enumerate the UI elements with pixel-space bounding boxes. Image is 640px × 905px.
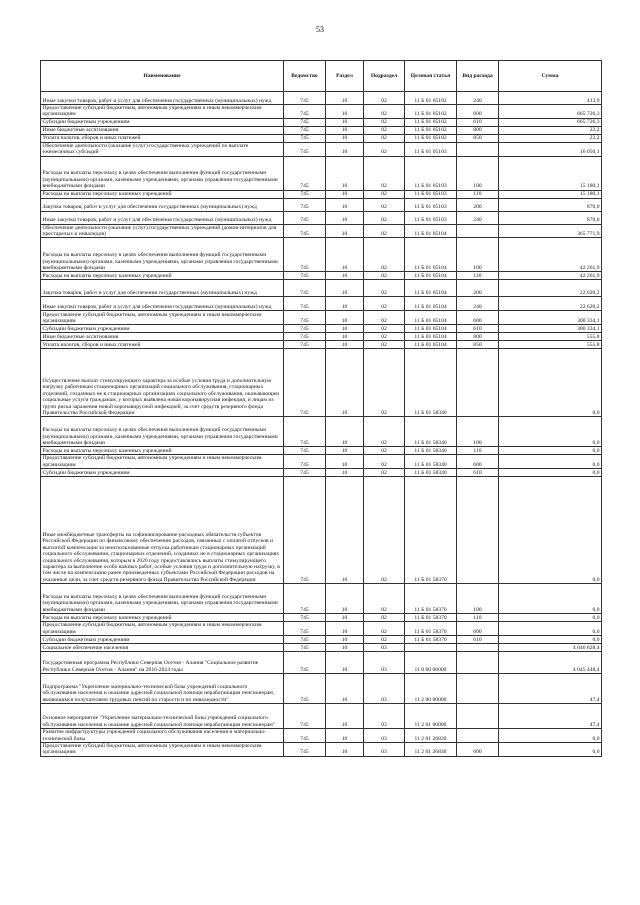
cell-podr: 02	[364, 417, 405, 447]
cell-razd: 10	[326, 325, 364, 333]
cell-podr: 02	[364, 447, 405, 455]
cell-vr: 100	[457, 584, 499, 614]
cell-razd: 10	[326, 652, 364, 674]
cell-cs: 11 Б 01 58370	[405, 636, 457, 644]
cell-name: Предоставление субсидий бюджетным, автономным учреждениям и иным некоммерческим организациям	[41, 105, 284, 119]
cell-cs: 11 Б 01 58340	[405, 469, 457, 477]
table-row	[41, 118, 602, 126]
cell-name: Развитие инфраструктуры учреждений социального обслуживания населения и материально-технической базы	[41, 729, 284, 743]
cell-cs	[405, 644, 457, 652]
cell-cs: 11 Б 01 05102	[405, 105, 457, 119]
cell-podr: 03	[364, 644, 405, 652]
cell-razd: 10	[326, 311, 364, 325]
table-row	[41, 333, 602, 341]
cell-vr	[457, 729, 499, 743]
cell-ved: 745	[284, 743, 326, 757]
cell-razd: 10	[326, 469, 364, 477]
cell-ved: 745	[284, 341, 326, 349]
cell-podr: 02	[364, 584, 405, 614]
cell-podr: 02	[364, 469, 405, 477]
cell-ved: 745	[284, 190, 326, 198]
cell-vr: 240	[457, 297, 499, 311]
cell-vr: 100	[457, 238, 499, 272]
cell-razd: 10	[326, 644, 364, 652]
cell-sum: 4 045 448,4	[499, 652, 602, 674]
cell-razd: 10	[326, 447, 364, 455]
cell-ved: 745	[284, 272, 326, 280]
cell-razd: 10	[326, 238, 364, 272]
cell-ved: 745	[284, 674, 326, 704]
cell-cs: 11 Б 01 05104	[405, 280, 457, 297]
cell-cs: 11 2 01 26830	[405, 729, 457, 743]
cell-name: Обеспечение деятельности (оказание услуг) государственных учреждений по выплате ежемесячных субсидий	[41, 142, 284, 156]
cell-ved: 745	[284, 142, 326, 156]
cell-sum: 22 620,2	[499, 297, 602, 311]
cell-name: Расходы на выплаты персоналу в целях обеспечения выполнения функций государственными (муниципальными) органами, казенными учреждениями, органами управления государственными внебюджетными фондами	[41, 584, 284, 614]
cell-sum: 0,0	[499, 729, 602, 743]
cell-name: Иные межбюджетные трансферты на софинансирование расходных обязательств субъектов Российской Федерации по финансовому обеспечению расходов, связанных с оплатой отпусков и выплатой компенсации за неиспользованные отпуска работникам стационарных организаций социального обслуживания, стационарных отделений, созданных не в стационарных организациях социального обслуживания, которым в 2020 году предоставлялись выплаты стимулирующего характера за выполнение особо важных работ, особые условия труда и дополнительную нагрузку, в том числе на компенсацию ранее произведенных субъектами Российской Федерации расходов на указанные цели, за счет средств резервного фонда Правительства Российской Федерации	[41, 477, 284, 584]
header-razd: Раздел	[326, 61, 364, 92]
header-cs: Целевая статья	[405, 61, 457, 92]
cell-cs: 11 Б 01 05103	[405, 156, 457, 190]
cell-razd: 10	[326, 584, 364, 614]
cell-razd: 10	[326, 134, 364, 142]
table-row	[41, 190, 602, 198]
cell-name: Субсидии бюджетным учреждениям	[41, 636, 284, 644]
cell-vr: 200	[457, 198, 499, 211]
cell-name: Субсидии бюджетным учреждениям	[41, 325, 284, 333]
cell-sum: 0,0	[499, 636, 602, 644]
cell-sum: 0,0	[499, 584, 602, 614]
cell-cs: 11 Б 01 05102	[405, 134, 457, 142]
budget-table	[40, 60, 602, 757]
cell-podr: 03	[364, 704, 405, 729]
cell-cs: 11 2 01 00000	[405, 704, 457, 729]
cell-sum: 22 620,2	[499, 280, 602, 297]
table-body	[41, 92, 602, 757]
cell-sum: 22,2	[499, 134, 602, 142]
table-row	[41, 92, 602, 105]
cell-vr	[457, 644, 499, 652]
cell-name: Государственная программа Республики Северная Осетия - Алания "Социальное развитие Республики Северная Осетия - Алания" на 2016-2024 годы	[41, 652, 284, 674]
cell-cs: 11 Б 01 05104	[405, 238, 457, 272]
table-row	[41, 584, 602, 614]
cell-razd: 10	[326, 198, 364, 211]
cell-cs: 11 Б 01 05103	[405, 142, 457, 156]
cell-vr: 800	[457, 333, 499, 341]
cell-podr: 02	[364, 297, 405, 311]
table-row	[41, 469, 602, 477]
cell-vr: 850	[457, 341, 499, 349]
cell-cs: 11 Б 01 58370	[405, 614, 457, 622]
cell-vr: 800	[457, 126, 499, 134]
cell-name: Уплата налогов, сборов и иных платежей	[41, 341, 284, 349]
cell-name: Расходы на выплаты персоналу в целях обеспечения выполнения функций государственными (муниципальными) органами, казенными учреждениями, органами управления государственными внебюджетными фондами	[41, 156, 284, 190]
cell-sum: 42 261,9	[499, 272, 602, 280]
cell-sum: 665 726,3	[499, 118, 602, 126]
table-row	[41, 729, 602, 743]
cell-sum: 0,0	[499, 447, 602, 455]
cell-podr: 02	[364, 636, 405, 644]
cell-podr: 02	[364, 126, 405, 134]
cell-sum: 0,0	[499, 417, 602, 447]
cell-sum: 4 046 828,4	[499, 644, 602, 652]
cell-name: Иные закупки товаров, работ и услуг для обеспечения государственных (муниципальных) нужд	[41, 211, 284, 224]
cell-vr: 100	[457, 417, 499, 447]
cell-podr: 02	[364, 190, 405, 198]
cell-podr: 02	[364, 211, 405, 224]
cell-ved: 745	[284, 311, 326, 325]
cell-vr: 610	[457, 118, 499, 126]
cell-vr: 850	[457, 134, 499, 142]
cell-vr: 240	[457, 211, 499, 224]
table-row	[41, 280, 602, 297]
cell-vr: 610	[457, 469, 499, 477]
cell-ved: 745	[284, 477, 326, 584]
cell-podr: 02	[364, 341, 405, 349]
cell-ved: 745	[284, 652, 326, 674]
cell-sum: 0,0	[499, 455, 602, 469]
table-row	[41, 674, 602, 704]
cell-ved: 745	[284, 349, 326, 417]
cell-podr: 02	[364, 325, 405, 333]
cell-vr: 110	[457, 447, 499, 455]
cell-ved: 745	[284, 636, 326, 644]
cell-ved: 745	[284, 729, 326, 743]
cell-vr	[457, 224, 499, 238]
cell-cs: 11 Б 01 58340	[405, 447, 457, 455]
cell-ved: 745	[284, 134, 326, 142]
cell-razd: 10	[326, 272, 364, 280]
cell-sum: 47,4	[499, 674, 602, 704]
table-row	[41, 126, 602, 134]
cell-razd: 10	[326, 333, 364, 341]
cell-cs: 11 Б 01 05103	[405, 211, 457, 224]
cell-razd: 10	[326, 297, 364, 311]
cell-vr	[457, 652, 499, 674]
cell-cs: 11 Б 01 58370	[405, 584, 457, 614]
table-row	[41, 652, 602, 674]
header-ved: Ведомство	[284, 61, 326, 92]
cell-sum: 15 180,1	[499, 156, 602, 190]
cell-podr: 02	[364, 477, 405, 584]
cell-name: Расходы на выплаты персоналу казенных учреждений	[41, 272, 284, 280]
cell-name: Субсидии бюджетным учреждениям	[41, 118, 284, 126]
cell-cs: 11 Б 01 05104	[405, 325, 457, 333]
cell-ved: 745	[284, 417, 326, 447]
cell-name: Закупка товаров, работ и услуг для обеспечения государственных (муниципальных) нужд	[41, 280, 284, 297]
cell-name: Осуществление выплат стимулирующего характера за особые условия труда и дополнительную нагрузку работникам стационарных организаций социального обслуживания, стационарных отделений, созданных не в стационарных организациях социального обслуживания, оказывающим социальные услуги гражданам, у которых выявлена новая коронавирусная инфекция, и лицам из групп риска заражения новой коронавирусной инфекцией, за счет средств резервного фонда Правительства Российской Федерации	[41, 349, 284, 417]
cell-cs: 11 Б 01 05104	[405, 224, 457, 238]
cell-podr: 03	[364, 652, 405, 674]
cell-cs: 11 Б 01 58370	[405, 477, 457, 584]
header-name: Наименование	[41, 61, 284, 92]
cell-sum: 870,0	[499, 198, 602, 211]
header-vr: Вид расхода	[457, 61, 499, 92]
table-row	[41, 142, 602, 156]
cell-podr: 02	[364, 333, 405, 341]
cell-sum: 555,8	[499, 333, 602, 341]
cell-cs: 11 Б 01 58370	[405, 622, 457, 636]
cell-name: Иные бюджетные ассигнования	[41, 333, 284, 341]
cell-podr: 02	[364, 134, 405, 142]
cell-cs: 11 2 00 00000	[405, 674, 457, 704]
cell-sum: 300 334,1	[499, 325, 602, 333]
table-row	[41, 614, 602, 622]
cell-cs: 11 Б 01 58340	[405, 455, 457, 469]
cell-ved: 745	[284, 325, 326, 333]
cell-cs: 11 Б 01 05102	[405, 118, 457, 126]
cell-razd: 10	[326, 341, 364, 349]
cell-razd: 10	[326, 224, 364, 238]
cell-cs: 11 2 01 26830	[405, 743, 457, 757]
cell-ved: 745	[284, 211, 326, 224]
table-row	[41, 644, 602, 652]
cell-podr: 02	[364, 280, 405, 297]
cell-razd: 10	[326, 118, 364, 126]
page-number: 53	[316, 25, 324, 34]
cell-ved: 745	[284, 447, 326, 455]
cell-name: Предоставление субсидий бюджетным, автономным учреждениям и иным некоммерческим организациям	[41, 455, 284, 469]
cell-name: Иные закупки товаров, работ и услуг для обеспечения государственных (муниципальных) нужд	[41, 92, 284, 105]
cell-vr: 600	[457, 743, 499, 757]
table-row	[41, 134, 602, 142]
cell-razd: 10	[326, 614, 364, 622]
cell-name: Расходы на выплаты персоналу в целях обеспечения выполнения функций государственными (муниципальными) органами, казенными учреждениями, органами управления государственными внебюджетными фондами	[41, 417, 284, 447]
table-row	[41, 272, 602, 280]
cell-vr: 110	[457, 190, 499, 198]
cell-sum: 870,0	[499, 211, 602, 224]
cell-vr: 200	[457, 280, 499, 297]
table-row	[41, 743, 602, 757]
cell-vr	[457, 477, 499, 584]
cell-sum: 0,0	[499, 349, 602, 417]
cell-podr: 03	[364, 674, 405, 704]
table-row	[41, 341, 602, 349]
cell-sum: 665 726,3	[499, 105, 602, 119]
table-row	[41, 325, 602, 333]
cell-name: Расходы на выплаты персоналу казенных учреждений	[41, 447, 284, 455]
cell-vr: 600	[457, 622, 499, 636]
table-header-row	[41, 61, 602, 92]
table-row	[41, 349, 602, 417]
cell-sum: 15 180,1	[499, 190, 602, 198]
cell-name: Иные закупки товаров, работ и услуг для обеспечения государственных (муниципальных) нужд	[41, 297, 284, 311]
header-sum: Сумма	[499, 61, 602, 92]
header-podr: Подраздел	[364, 61, 405, 92]
cell-ved: 745	[284, 614, 326, 622]
cell-razd: 10	[326, 349, 364, 417]
cell-vr	[457, 674, 499, 704]
table-row	[41, 311, 602, 325]
cell-vr: 110	[457, 614, 499, 622]
cell-cs: 11 Б 01 58340	[405, 417, 457, 447]
cell-cs: 11 Б 01 05102	[405, 126, 457, 134]
cell-ved: 745	[284, 704, 326, 729]
cell-podr: 02	[364, 455, 405, 469]
cell-razd: 10	[326, 92, 364, 105]
table-row	[41, 636, 602, 644]
cell-podr: 02	[364, 198, 405, 211]
cell-podr: 02	[364, 142, 405, 156]
cell-name: Предоставление субсидий бюджетным, автономным учреждениям и иным некоммерческим организациям	[41, 311, 284, 325]
cell-razd: 10	[326, 417, 364, 447]
table-row	[41, 224, 602, 238]
cell-name: Расходы на выплаты персоналу казенных учреждений	[41, 190, 284, 198]
cell-vr: 600	[457, 105, 499, 119]
table-row	[41, 417, 602, 447]
cell-ved: 745	[284, 238, 326, 272]
table-row	[41, 447, 602, 455]
table-row	[41, 198, 602, 211]
cell-sum: 16 050,1	[499, 142, 602, 156]
table-row	[41, 477, 602, 584]
cell-name: Расходы на выплаты персоналу в целях обеспечения выполнения функций государственными (муниципальными) органами, казенными учреждениями, органами управления государственными внебюджетными фондами	[41, 238, 284, 272]
cell-cs: 11 Б 01 05103	[405, 190, 457, 198]
cell-podr: 02	[364, 272, 405, 280]
cell-razd: 10	[326, 190, 364, 198]
cell-vr: 600	[457, 455, 499, 469]
cell-ved: 745	[284, 333, 326, 341]
cell-razd: 10	[326, 105, 364, 119]
cell-name: Расходы на выплаты персоналу казенных учреждений	[41, 614, 284, 622]
cell-sum: 413,9	[499, 92, 602, 105]
cell-name: Обеспечение деятельности (оказание услуг) государственных учреждений (домов-интернатов для престарелых и инвалидов)	[41, 224, 284, 238]
cell-vr: 100	[457, 156, 499, 190]
cell-sum: 555,8	[499, 341, 602, 349]
cell-ved: 745	[284, 126, 326, 134]
cell-name: Основное мероприятие "Укрепление материально-технической базы учреждений социального обслуживания населения и оказание адресной социальной помощи неработающим пенсионерам"	[41, 704, 284, 729]
cell-vr: 610	[457, 325, 499, 333]
cell-name: Закупка товаров, работ и услуг для обеспечения государственных (муниципальных) нужд	[41, 198, 284, 211]
cell-name: Предоставление субсидий бюджетным, автономным учреждениям и иным некоммерческим организациям	[41, 743, 284, 757]
cell-name: Социальное обеспечение населения	[41, 644, 284, 652]
cell-razd: 10	[326, 126, 364, 134]
cell-sum: 47,4	[499, 704, 602, 729]
cell-sum: 300 334,1	[499, 311, 602, 325]
cell-ved: 745	[284, 105, 326, 119]
cell-ved: 745	[284, 584, 326, 614]
cell-podr: 02	[364, 105, 405, 119]
cell-vr	[457, 349, 499, 417]
cell-podr: 02	[364, 622, 405, 636]
cell-podr: 02	[364, 118, 405, 126]
cell-sum: 0,0	[499, 614, 602, 622]
cell-ved: 745	[284, 92, 326, 105]
cell-name: Субсидии бюджетным учреждениям	[41, 469, 284, 477]
cell-cs: 11 Б 01 05104	[405, 311, 457, 325]
cell-sum: 0,0	[499, 469, 602, 477]
cell-sum: 365 771,9	[499, 224, 602, 238]
cell-razd: 10	[326, 743, 364, 757]
cell-vr	[457, 142, 499, 156]
cell-name: Предоставление субсидий бюджетным, автономным учреждениям и иным некоммерческим организациям	[41, 622, 284, 636]
cell-sum: 0,0	[499, 477, 602, 584]
cell-razd: 10	[326, 211, 364, 224]
cell-ved: 745	[284, 156, 326, 190]
table-row	[41, 704, 602, 729]
cell-vr: 600	[457, 311, 499, 325]
cell-name: Уплата налогов, сборов и иных платежей	[41, 134, 284, 142]
cell-cs: 11 Б 01 05104	[405, 272, 457, 280]
cell-razd: 10	[326, 455, 364, 469]
cell-sum: 0,0	[499, 743, 602, 757]
cell-podr: 02	[364, 614, 405, 622]
cell-razd: 10	[326, 142, 364, 156]
table-row	[41, 156, 602, 190]
cell-cs: 11 Б 01 05103	[405, 198, 457, 211]
cell-cs: 11 Б 01 58340	[405, 349, 457, 417]
table-row	[41, 455, 602, 469]
cell-razd: 10	[326, 674, 364, 704]
cell-ved: 745	[284, 198, 326, 211]
cell-podr: 03	[364, 743, 405, 757]
cell-sum: 22,2	[499, 126, 602, 134]
cell-ved: 745	[284, 455, 326, 469]
cell-podr: 03	[364, 729, 405, 743]
cell-podr: 02	[364, 238, 405, 272]
cell-ved: 745	[284, 644, 326, 652]
cell-podr: 02	[364, 311, 405, 325]
cell-sum: 42 261,9	[499, 238, 602, 272]
cell-cs: 11 Б 01 05104	[405, 297, 457, 311]
cell-vr	[457, 704, 499, 729]
cell-vr: 610	[457, 636, 499, 644]
table-row	[41, 622, 602, 636]
table-row	[41, 211, 602, 224]
cell-cs: 11 Б 01 05102	[405, 92, 457, 105]
cell-podr: 02	[364, 349, 405, 417]
cell-razd: 10	[326, 704, 364, 729]
cell-ved: 745	[284, 224, 326, 238]
cell-razd: 10	[326, 636, 364, 644]
cell-ved: 745	[284, 469, 326, 477]
cell-razd: 10	[326, 729, 364, 743]
cell-podr: 02	[364, 156, 405, 190]
table-row	[41, 105, 602, 119]
cell-ved: 745	[284, 622, 326, 636]
cell-podr: 02	[364, 92, 405, 105]
cell-razd: 10	[326, 622, 364, 636]
cell-vr: 110	[457, 272, 499, 280]
cell-name: Подпрограмма "Укрепление материально-технической базы учреждений социального обслуживания населения и оказание адресной социальной помощи неработающим пенсионерам, являющимся получателями трудовых пенсий по старости и по инвалидности"	[41, 674, 284, 704]
cell-name: Иные бюджетные ассигнования	[41, 126, 284, 134]
cell-ved: 745	[284, 297, 326, 311]
cell-ved: 745	[284, 280, 326, 297]
table-row	[41, 238, 602, 272]
cell-cs: 11 0 00 00000	[405, 652, 457, 674]
cell-ved: 745	[284, 118, 326, 126]
cell-cs: 11 Б 01 05104	[405, 333, 457, 341]
cell-vr: 240	[457, 92, 499, 105]
cell-podr: 02	[364, 224, 405, 238]
cell-razd: 10	[326, 156, 364, 190]
cell-razd: 10	[326, 280, 364, 297]
table-row	[41, 297, 602, 311]
cell-sum: 0,0	[499, 622, 602, 636]
cell-razd: 10	[326, 477, 364, 584]
cell-cs: 11 Б 01 05104	[405, 341, 457, 349]
